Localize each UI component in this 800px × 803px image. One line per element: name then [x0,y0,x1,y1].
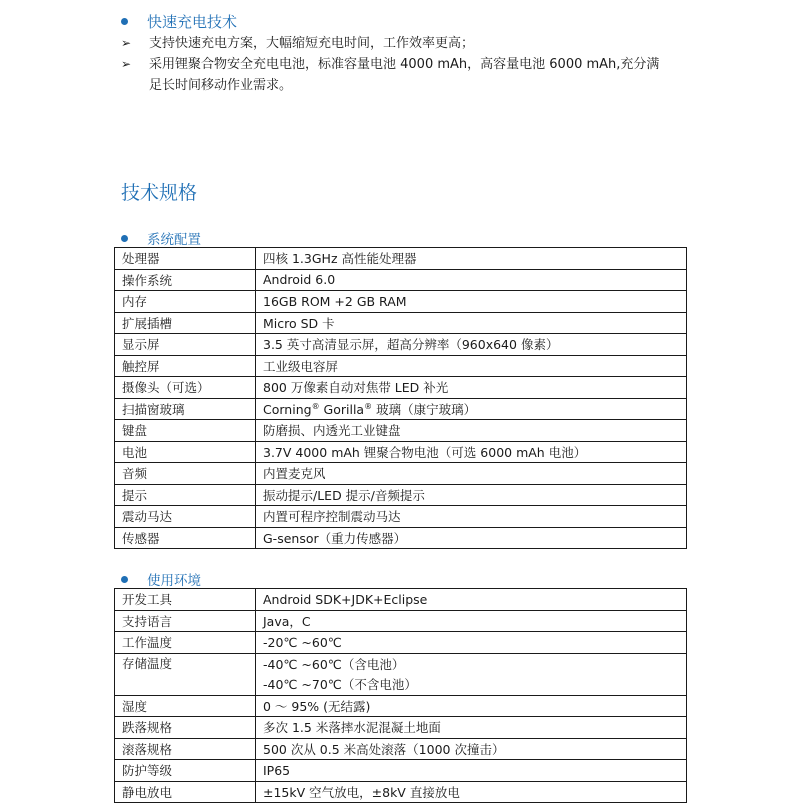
spec-value: Micro SD 卡 [256,312,687,334]
spec-key: 存储温度 [115,653,256,695]
spec-value: 800 万像素自动对焦带 LED 补光 [256,377,687,399]
spec-key: 键盘 [115,420,256,442]
spec-value: 16GB ROM +2 GB RAM [256,291,687,313]
spec-key: 处理器 [115,248,256,270]
system-config-heading-text: 系统配置 [147,232,201,248]
spec-key: 工作温度 [115,632,256,654]
table-row [115,695,687,717]
spec-value: 3.7V 4000 mAh 锂聚合物电池（可选 6000 mAh 电池） [256,441,687,463]
table-row [115,291,687,313]
table-row [115,420,687,442]
spec-value: 3.5 英寸高清显示屏，超高分辨率（960x640 像素） [256,334,687,356]
spec-value-part: 玻璃（康宁玻璃） [372,401,477,417]
system-config-table [114,247,687,549]
spec-key: 湿度 [115,695,256,717]
table-row [115,484,687,506]
list-item-text [149,54,691,96]
table-row [115,355,687,377]
spec-value: 工业级电容屏 [256,355,687,377]
arrow-bullet-icon: ➢ [121,57,132,71]
spec-key: 触控屏 [115,355,256,377]
environment-heading [121,569,201,589]
spec-value: -20℃ ~60℃ [256,632,687,654]
spec-key: 开发工具 [115,589,256,611]
spec-value-part: Corning [263,401,312,417]
list-item-text: 支持快速充电方案，大幅缩短充电时间，工作效率更高； [149,36,475,51]
registered-mark: ® [311,401,320,411]
spec-value: 0 ～ 95% (无结露) [256,695,687,717]
spec-key: 防护等级 [115,760,256,782]
list-item-line-2: 足长时间移动作业需求。 [149,78,293,93]
spec-key: 内存 [115,291,256,313]
table-row [115,717,687,739]
table-row [115,398,687,420]
table-row [115,463,687,485]
table-row [115,248,687,270]
spec-value [256,398,687,420]
table-row [115,738,687,760]
environment-heading-text: 使用环境 [147,573,201,589]
table-row [115,506,687,528]
table-row [115,441,687,463]
table-row [115,312,687,334]
bullet-icon [121,576,128,583]
spec-value: 内置麦克风 [256,463,687,485]
list-item-line-1: 采用锂聚合物安全充电电池，标准容量电池 4000 mAh，高容量电池 6000 mAh,充分满 [149,57,660,72]
spec-value: -40℃ ~60℃（含电池） [256,653,687,674]
table-row [115,781,687,803]
list-item [121,33,691,54]
spec-key: 显示屏 [115,334,256,356]
spec-value: Java，C [256,610,687,632]
environment-table [114,588,687,803]
spec-key: 扩展插槽 [115,312,256,334]
spec-value: IP65 [256,760,687,782]
spec-value: 四核 1.3GHz 高性能处理器 [256,248,687,270]
section-title: 技术规格 [121,182,198,204]
table-row [115,334,687,356]
spec-key: 电池 [115,441,256,463]
spec-key: 摄像头（可选） [115,377,256,399]
spec-key: 静电放电 [115,781,256,803]
fast-charge-heading-text: 快速充电技术 [147,13,238,31]
spec-value-part: Gorilla [319,401,365,417]
spec-value: Android SDK+JDK+Eclipse [256,589,687,611]
spec-key: 支持语言 [115,610,256,632]
table-row [115,269,687,291]
table-row [115,377,687,399]
spec-key: 音频 [115,463,256,485]
table-row [115,610,687,632]
spec-key: 扫描窗玻璃 [115,398,256,420]
spec-value: 振动提示/LED 提示/音频提示 [256,484,687,506]
spec-value: Android 6.0 [256,269,687,291]
spec-value: 防磨损、内透光工业键盘 [256,420,687,442]
spec-value: G-sensor（重力传感器） [256,527,687,549]
table-row [115,760,687,782]
fast-charge-heading [121,11,237,32]
spec-value: -40℃ ~70℃（不含电池） [256,674,687,695]
spec-key: 传感器 [115,527,256,549]
spec-key: 跌落规格 [115,717,256,739]
system-config-heading [121,228,201,248]
arrow-bullet-icon: ➢ [121,36,132,50]
spec-key: 滚落规格 [115,738,256,760]
bullet-icon [121,235,128,242]
bullet-icon [121,18,128,25]
spec-key: 提示 [115,484,256,506]
table-row [115,589,687,611]
table-row [115,632,687,654]
spec-value: 多次 1.5 米落摔水泥混凝土地面 [256,717,687,739]
list-item [121,54,691,96]
table-row [115,653,687,674]
table-row [115,527,687,549]
spec-value: ±15kV 空气放电，±8kV 直接放电 [256,781,687,803]
spec-value: 500 次从 0.5 米高处滚落（1000 次撞击） [256,738,687,760]
spec-key: 操作系统 [115,269,256,291]
registered-mark: ® [364,401,373,411]
spec-key: 震动马达 [115,506,256,528]
spec-value: 内置可程序控制震动马达 [256,506,687,528]
